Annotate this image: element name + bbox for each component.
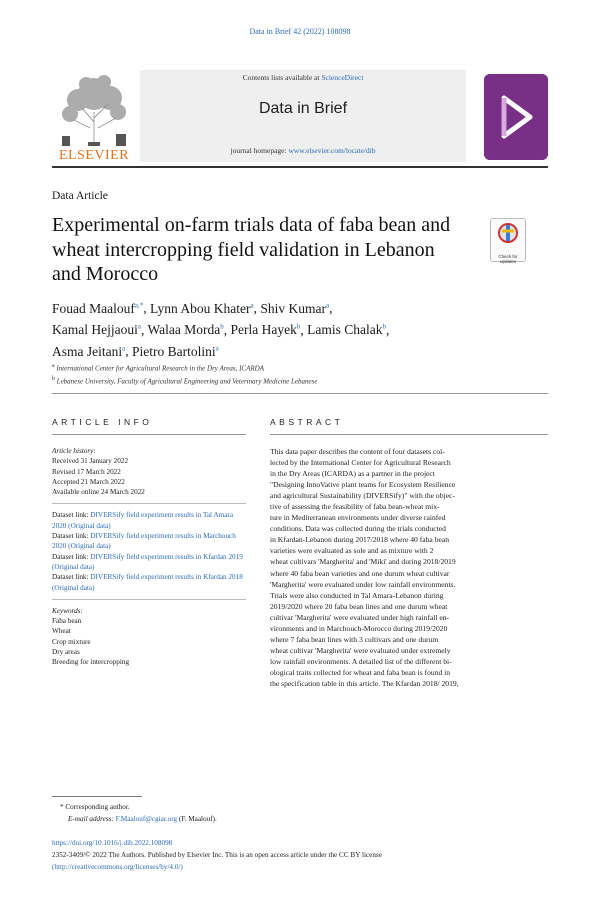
author[interactable]: Pietro Bartolini$^a$ — [131, 343, 219, 359]
history-revised: Revised 17 March 2022 — [52, 467, 121, 476]
email-link[interactable]: F.Maalouf@cgiar.org — [115, 815, 178, 823]
dataset-link[interactable]: DIVERSify field experiment results in Marchouch 2020 (Original data) — [52, 532, 236, 551]
dataset-link-item: Dataset link: DIVERSify field experiment results in Marchouch 2020 (Original data) — [52, 532, 236, 551]
history-online: Available online 24 March 2022 — [52, 488, 145, 497]
journal-cover-image — [484, 74, 548, 160]
corresponding-author-note: * Corresponding author. — [60, 803, 130, 811]
contents-prefix: Contents lists available at — [242, 73, 322, 82]
abstract-line: This data paper describes the content of four datasets col- — [270, 447, 445, 456]
abstract-line: wheat cultivars 'Margherita' and 'Miki' and during 2018/2019 — [270, 557, 456, 567]
abstract-text — [270, 446, 548, 689]
sciencedirect-link[interactable]: ScienceDirect — [321, 73, 364, 82]
info-divider — [52, 503, 246, 504]
email-suffix: (F. Maalouf). — [177, 815, 217, 823]
license-link[interactable]: (http://creativecommons.org/licenses/by/4.0/) — [52, 863, 183, 871]
keyword: Wheat — [52, 627, 71, 636]
copyright-line: 2352-3409/© 2022 The Authors. Published by Elsevier Inc. This is an open access article under the CC BY license — [52, 851, 382, 859]
abstract-line: low rainfall environments. A detailed list of the different bi- — [270, 656, 452, 666]
keyword: Crop mixture — [52, 637, 91, 646]
header-rule — [52, 166, 548, 168]
doi-link[interactable]: https://doi.org/10.1016/j.dib.2022.108098 — [52, 839, 173, 847]
abstract-line: wheat cultivar 'Margherita' were evaluated under extremely — [270, 645, 451, 655]
dataset-link-item: Dataset link: DIVERSify field experiment results in Kfardan 2018 (Original data) — [52, 573, 243, 592]
affiliation-b: $^b$ Lebanese University, Faculty of Agricultural Engineering and Veterinary Medicine Lebanese — [52, 376, 318, 386]
abstract-line: in Kfardan-Lebanon during 2017/2018 where 40 faba bean — [270, 535, 450, 545]
abstract-line: tive of assessing the feasibility of faba bean-wheat mix- — [270, 502, 440, 512]
abstract-line: ture in Mediterranean environments under diverse rainfed — [270, 513, 446, 523]
author[interactable]: Fouad Maalouf$^{a,*}$ — [52, 300, 144, 316]
abstract-line: Trials were also conducted in Tal Amara-Lebanon during — [270, 590, 444, 600]
contents-line — [140, 73, 466, 82]
crossmark-button[interactable] — [490, 218, 526, 262]
history-received: Received 31 January 2022 — [52, 457, 129, 466]
author[interactable]: Walaa Morda$^b$ — [147, 322, 224, 337]
abstract-line: where 40 faba bean varieties and one durum wheat cultivar — [270, 568, 450, 578]
publisher-name: ELSEVIER — [58, 148, 130, 163]
abstract-line: "Designing InnoVative plant teams for Ecosystem Resilience — [270, 480, 456, 490]
dataset-link[interactable]: DIVERSify field experiment results in Kfardan 2019 (Original data) — [52, 552, 243, 571]
author[interactable]: Perla Hayek$^b$ — [230, 322, 301, 337]
article-info-heading: ARTICLE INFO — [52, 417, 153, 427]
abstract-line: 2019/2020 where 20 faba bean lines and one durum wheat — [270, 601, 448, 611]
affiliation-a: $^a$ International Center for Agricultural Research in the Dry Areas, ICARDA — [52, 363, 264, 373]
history-label: Article history: — [52, 447, 96, 455]
data-in-brief-logo-icon — [484, 74, 548, 160]
abstract-line: varieties were evaluated as sole and as mixture with 2 — [270, 546, 434, 556]
dataset-link[interactable]: DIVERSify field experiment results in Kfardan 2018 (Original data) — [52, 573, 243, 592]
keyword: Faba bean — [52, 617, 82, 626]
article-type: Data Article — [52, 190, 108, 202]
journal-title: Data in Brief — [258, 100, 348, 117]
homepage-link[interactable]: www.elsevier.com/locate/dib — [288, 146, 376, 155]
elsevier-tree-icon — [52, 68, 136, 148]
journal-reference[interactable]: Data in Brief 42 (2022) 108098 — [249, 27, 351, 36]
article-title: Experimental on-farm trials data of faba bean and wheat intercropping field validation in Lebanon and Morocco — [52, 214, 451, 285]
abstract-heading: ABSTRACT — [270, 417, 344, 427]
dataset-link[interactable]: DIVERSify field experiment results in Tal Amara 2020 (Original data) — [52, 511, 234, 530]
abstract-rule — [270, 434, 548, 435]
author[interactable]: Kamal Hejjaoui$^a$ — [52, 322, 141, 337]
affiliation-rule — [52, 393, 548, 394]
dataset-link-item: Dataset link: DIVERSify field experiment results in Kfardan 2019 (Original data) — [52, 552, 243, 571]
abstract-line: cultivar 'Margherita' were evaluated under high rainfall en- — [270, 612, 450, 622]
dataset-link-item: Dataset link: DIVERSify field experiment results in Tal Amara 2020 (Original data) — [52, 511, 234, 530]
crossmark-icon — [491, 219, 525, 249]
abstract-line: 'Margherita' were evaluated under low rainfall environments. — [270, 579, 456, 589]
homepage-prefix: journal homepage: — [230, 146, 289, 155]
keyword: Breeding for intercropping — [52, 658, 130, 667]
article-info-rule — [52, 434, 246, 435]
author[interactable]: Shiv Kumar$^a$ — [260, 300, 330, 316]
keywords-label: Keywords: — [52, 606, 83, 615]
crossmark-label: Check for updates — [498, 254, 518, 264]
abstract-line: where 7 faba bean lines with 3 cultivars and one durum — [270, 634, 439, 644]
abstract-line: in the Dry Areas (ICARDA) as a partner in the project — [270, 469, 435, 479]
abstract-line: lected by the International Center for Agricultural Research — [270, 458, 451, 468]
journal-homepage-line — [140, 146, 466, 155]
article-info — [52, 446, 246, 668]
keywords — [52, 606, 246, 668]
abstract-line: and agricultural Sustainability (DIVERSify)" with the objec- — [270, 491, 455, 501]
keyword: Dry areas — [52, 648, 80, 657]
dataset-links — [52, 510, 246, 592]
author[interactable]: Lynn Abou Khater$^a$ — [149, 300, 254, 316]
info-divider — [52, 599, 246, 600]
footnote-rule — [52, 796, 142, 797]
email-label: E-mail address: — [68, 815, 116, 823]
history-accepted: Accepted 21 March 2022 — [52, 477, 125, 486]
article-history — [52, 446, 246, 497]
author[interactable]: Lamis Chalak$^b$ — [307, 322, 386, 337]
author-list: Fouad Maalouf$^{a,*}$, Lynn Abou Khater$^a$, Shiv Kumar$^a$, Kamal Hejjaoui$^a$, Walaa Morda$^b$, Perla Hayek$^b$, Lamis Chalak$^b$, Asma Jeitani$^a$, Pietro Bartolini$^a$ — [52, 300, 390, 359]
abstract-line: vironments and in Marchouch-Morocco during 2019/2020 — [270, 623, 448, 633]
author[interactable]: Asma Jeitani$^a$ — [52, 343, 126, 359]
email-line — [68, 815, 217, 823]
abstract-line: ological traits collected for wheat and faba bean is found in — [270, 667, 451, 677]
abstract-line: the specification table in this article. The Kfardan 2018/ 2019, — [270, 678, 459, 688]
abstract-line: conditions. Data was collected during the trials conducted — [270, 524, 446, 534]
